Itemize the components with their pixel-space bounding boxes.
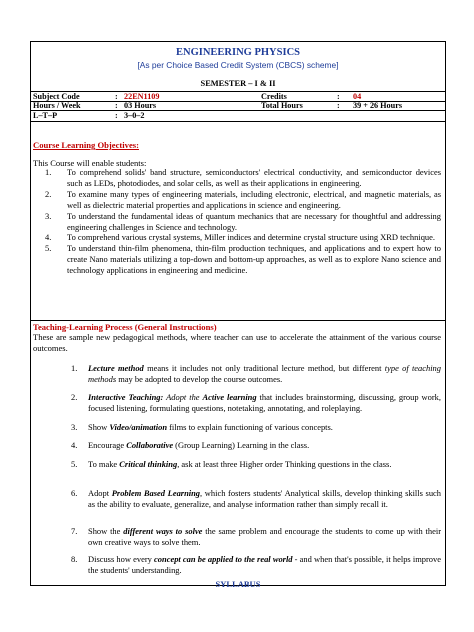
codes-label: Total Hours [261,101,303,111]
list-item: 5. To understand thin-film phenomena, thin-film production techniques, and applications and to expert how to create Nano materials utilizing a top-down and bottom-up approaches, as well as to explore Nano science and technology applications in engineering and medicine. [45,243,441,276]
codes-colon: : [115,110,118,120]
codes-colon: : [337,101,340,111]
objectives-intro: This Course will enable students: [33,158,147,168]
course-subtitle: [As per Choice Based Credit System (CBCS) scheme] [137,60,339,70]
list-item: 4. Encourage Collaborative (Group Learning) Learning in the class. [71,440,310,450]
list-item: 4. To comprehend various crystal systems, Miller indices and determine crystal structure using XRD technique. [45,232,435,243]
codes-label: Credits [261,91,287,101]
list-item: 6. Adopt Problem Based Learning, which fosters students' Analytical skills, develop thinking skills such as the ability to evaluate, generalize, and analyse information rather than simply recall it. [71,488,442,509]
codes-label: L–T–P [33,110,58,120]
list-item: 1. To comprehend solids' band structure, semiconductors' electrical conductivity, and semiconductor devices such as LEDs, photodiodes, and solar cells, as well as their applications in engineering. [45,167,441,188]
codes-label: Subject Code [33,91,80,101]
codes-value: 04 [353,91,362,101]
list-item: 5. To make Critical thinking, ask at least three Higher order Thinking questions in the class. [71,459,392,469]
list-item: 2. Interactive Teaching: Adopt the Active learning that includes brainstorming, discussing, group work, focused listening, formulating questions, notetaking, annotating, and roleplaying. [71,392,442,413]
teaching-intro: These are sample new pedagogical methods, where teacher can use to accelerate the attainment of the various course outcomes. [33,332,441,353]
codes-value: 22EN1109 [124,91,160,101]
list-item: 3. Show Video/animation films to explain functioning of various concepts. [71,422,333,432]
codes-value: 39 + 26 Hours [353,101,403,111]
list-item: 3. To understand the fundamental ideas of quantum mechanics that are necessary for thoughtful and addressing engineering challenges in Science and technology. [45,210,441,232]
section-divider [31,320,445,321]
codes-row [31,102,445,112]
list-item: 2. To examine many types of engineering materials, including electronic, electrical, and magnetic materials, as well as dielectric material properties and applications in science and engineering. [45,188,441,210]
syllabus-box [30,41,446,589]
course-codes-table [31,91,445,122]
codes-colon: : [337,91,340,101]
course-title: ENGINEERING PHYSICS [176,47,300,58]
objectives-list [31,167,445,276]
teaching-heading: Teaching-Learning Process (General Instructions) [33,322,217,332]
codes-label: Hours / Week [33,101,81,111]
semester-label: SEMESTER – I & II [200,79,276,88]
codes-value: 03 Hours [124,101,157,111]
syllabus-label: SYLLABUS [215,579,261,589]
codes-colon: : [115,91,118,101]
codes-row [31,111,445,121]
list-item: 8. Discuss how every concept can be applied to the real world - and when that's possible, it helps improve the students' understanding. [71,554,441,575]
codes-value: 3–0–2 [124,110,145,120]
list-item: 1. Lecture method means it includes not only traditional lecture method, but different type of teaching methods may be adopted to develop the course outcomes. [71,363,441,384]
codes-colon: : [115,101,118,111]
list-item: 7. Show the different ways to solve the same problem and encourage the students to come up with their own creative ways to solve them. [71,526,442,547]
objectives-heading: Course Learning Objectives: [33,140,139,150]
